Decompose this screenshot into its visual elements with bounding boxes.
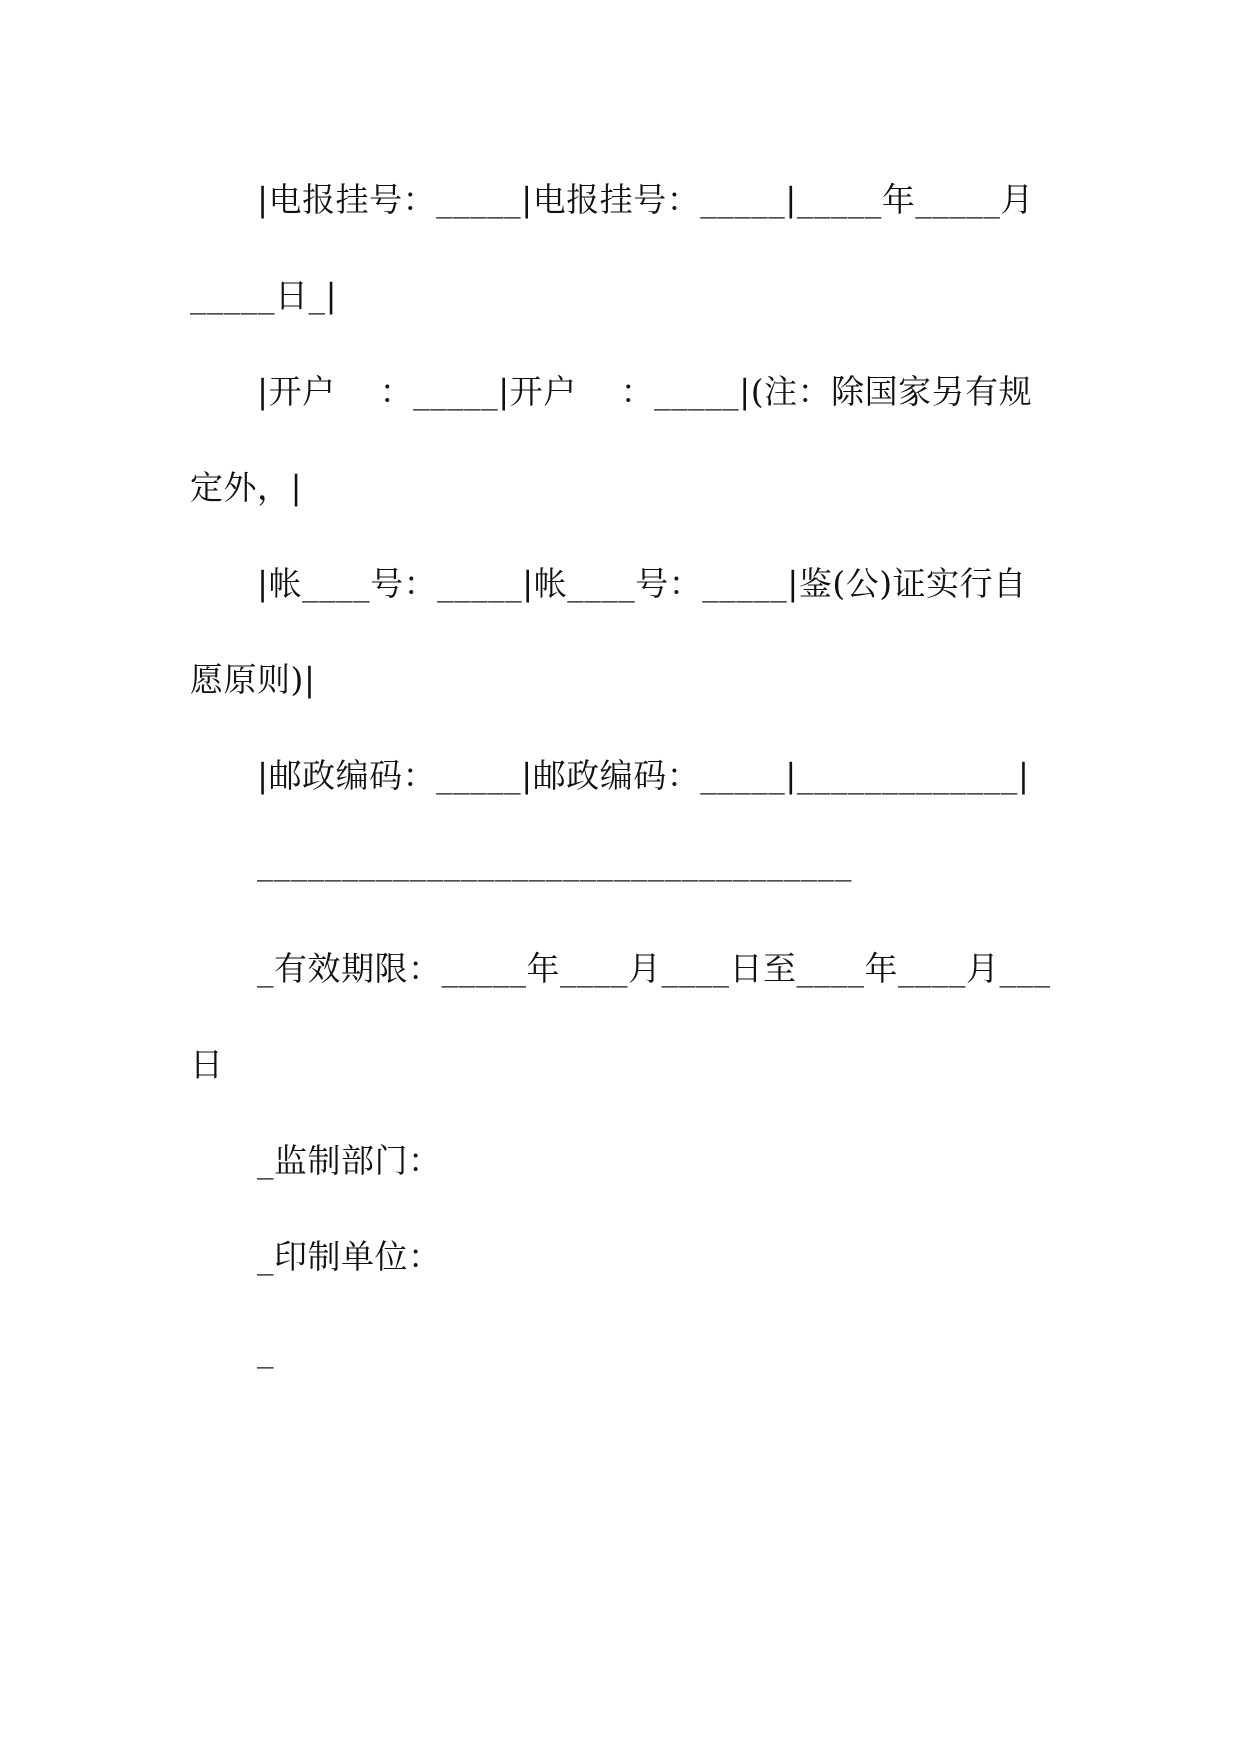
trailing-underscore: _ (257, 1330, 274, 1369)
validity-period-row-continued: 日 (190, 1045, 224, 1084)
separator-line: ___________________________________ (257, 843, 852, 882)
validity-period-row: _有效期限：_____年____月____日至____年____月___ (257, 949, 1051, 988)
printing-unit: _印制单位： (257, 1237, 442, 1276)
account-row-continued: 愿原则)| (190, 660, 316, 699)
bank-row-continued: 定外，| (190, 468, 303, 507)
bank-row: |开户 ：_____|开户 ：_____|(注：除国家另有规 (257, 372, 1033, 411)
telegraph-row: |电报挂号：_____|电报挂号：_____|_____年_____月 (257, 180, 1034, 219)
postal-code-row: |邮政编码：_____|邮政编码：_____|_____________| (257, 756, 1030, 795)
account-row: |帐____号：_____|帐____号：_____|鉴(公)证实行自 (257, 564, 1027, 603)
supervising-department: _监制部门： (257, 1141, 442, 1180)
telegraph-row-continued: _____日_| (190, 276, 338, 315)
